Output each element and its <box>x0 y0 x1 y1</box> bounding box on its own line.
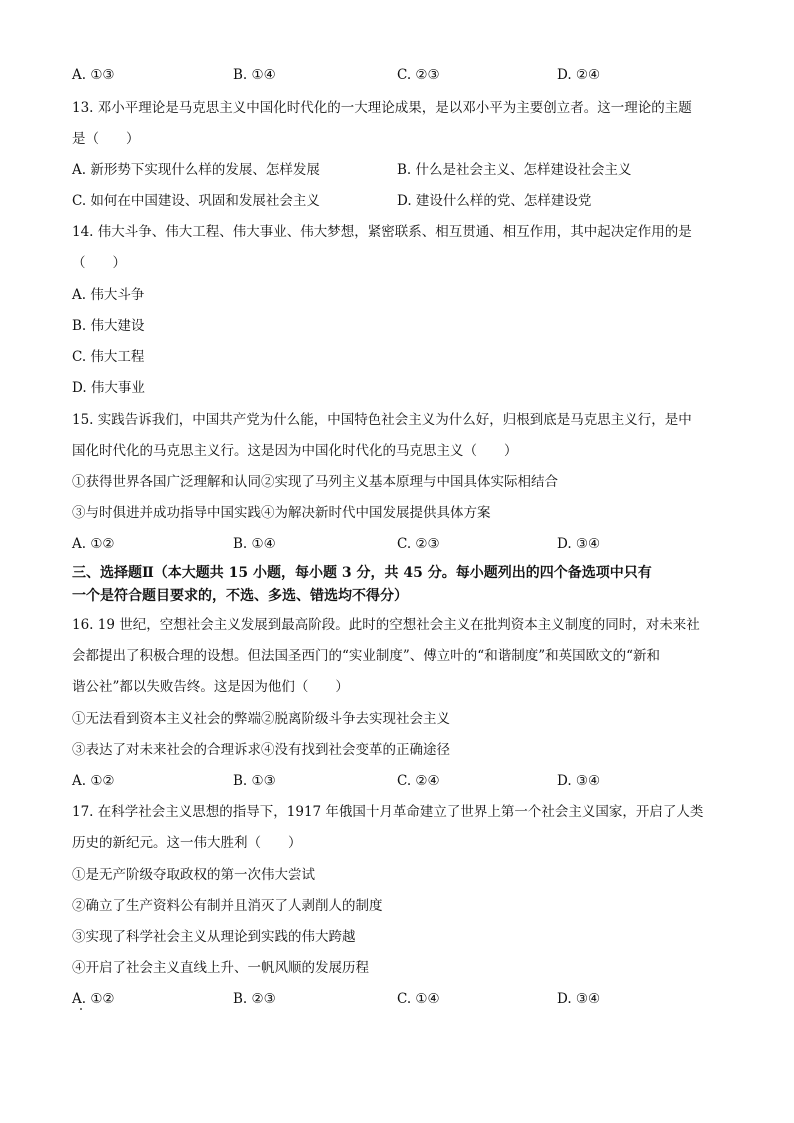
q14-stem-line-2: （ ） <box>72 255 126 271</box>
q17-option-d[interactable]: D. ③④ <box>557 991 601 1007</box>
q16-stem-line-3: 谐公社”都以失败告终。这是因为他们（ ） <box>72 679 349 695</box>
q14-option-b[interactable]: B. 伟大建设 <box>72 318 145 334</box>
q16-stem-line-1: 16. 19 世纪，空想社会主义发展到最高阶段。此时的空想社会主义在批判资本主义制度的同时，对未来社 <box>72 617 700 633</box>
q12-option-c[interactable]: C. ②③ <box>397 67 440 83</box>
q13-option-b[interactable]: B. 什么是社会主义、怎样建设社会主义 <box>397 162 632 178</box>
section-3-heading-line-2: 一个是符合题目要求的，不选、多选、错选均不得分） <box>72 588 408 604</box>
q17-option-b[interactable]: B. ②③ <box>233 991 276 1007</box>
q17-item-4: ④开启了社会主义直线上升、一帆风顺的发展历程 <box>72 960 369 976</box>
q17-option-a[interactable]: A. ①② <box>72 991 115 1007</box>
q13-stem-line-2: 是（ ） <box>72 131 140 147</box>
q15-item-line-1: ①获得世界各国广泛理解和认同②实现了马列主义基本原理与中国具体实际相结合 <box>72 474 558 490</box>
q16-item-line-1: ①无法看到资本主义社会的弊端②脱离阶级斗争去实现社会主义 <box>72 711 450 727</box>
q16-stem-line-2: 会都提出了积极合理的设想。但法国圣西门的“实业制度”、傅立叶的“和谐制度”和英国欧文的“新和 <box>72 648 661 664</box>
q14-option-c[interactable]: C. 伟大工程 <box>72 349 145 365</box>
q16-item-line-2: ③表达了对未来社会的合理诉求④没有找到社会变革的正确途径 <box>72 742 450 758</box>
q15-option-b[interactable]: B. ①④ <box>233 536 276 552</box>
q17-stem-line-2: 历史的新纪元。这一伟大胜利（ ） <box>72 835 302 851</box>
stray-dot-mark <box>80 1008 82 1010</box>
q13-option-c[interactable]: C. 如何在中国建设、巩固和发展社会主义 <box>72 193 320 209</box>
q17-item-1: ①是无产阶级夺取政权的第一次伟大尝试 <box>72 867 315 883</box>
q17-option-c[interactable]: C. ①④ <box>397 991 440 1007</box>
q12-option-a[interactable]: A. ①③ <box>72 67 115 83</box>
q15-option-c[interactable]: C. ②③ <box>397 536 440 552</box>
q13-stem-line-1: 13. 邓小平理论是马克思主义中国化时代化的一大理论成果，是以邓小平为主要创立者。这一理论的主题 <box>72 100 692 116</box>
q16-option-b[interactable]: B. ①③ <box>233 773 276 789</box>
q15-item-line-2: ③与时俱进并成功指导中国实践④为解决新时代中国发展提供具体方案 <box>72 505 491 521</box>
q15-stem-line-2: 国化时代化的马克思主义行。这是因为中国化时代化的马克思主义（ ） <box>72 443 518 459</box>
q13-option-d[interactable]: D. 建设什么样的党、怎样建设党 <box>397 193 592 209</box>
q14-option-a[interactable]: A. 伟大斗争 <box>72 287 145 303</box>
q14-option-d[interactable]: D. 伟大事业 <box>72 380 145 396</box>
q12-option-d[interactable]: D. ②④ <box>557 67 601 83</box>
section-3-heading-line-1: 三、选择题Ⅱ（本大题共 15 小题，每小题 3 分，共 45 分。每小题列出的四个备选项中只有 <box>72 565 652 581</box>
q14-stem-line-1: 14. 伟大斗争、伟大工程、伟大事业、伟大梦想，紧密联系、相互贯通、相互作用，其中起决定作用的是 <box>72 224 692 240</box>
q16-option-a[interactable]: A. ①② <box>72 773 115 789</box>
q16-option-c[interactable]: C. ②④ <box>397 773 440 789</box>
q13-option-a[interactable]: A. 新形势下实现什么样的发展、怎样发展 <box>72 162 320 178</box>
q17-stem-line-1: 17. 在科学社会主义思想的指导下，1917 年俄国十月革命建立了世界上第一个社会主义国家，开启了人类 <box>72 804 704 820</box>
q15-option-d[interactable]: D. ③④ <box>557 536 601 552</box>
q16-option-d[interactable]: D. ③④ <box>557 773 601 789</box>
q17-item-2: ②确立了生产资料公有制并且消灭了人剥削人的制度 <box>72 898 383 914</box>
q12-option-b[interactable]: B. ①④ <box>233 67 276 83</box>
q17-item-3: ③实现了科学社会主义从理论到实践的伟大跨越 <box>72 929 356 945</box>
q15-option-a[interactable]: A. ①② <box>72 536 115 552</box>
q15-stem-line-1: 15. 实践告诉我们，中国共产党为什么能，中国特色社会主义为什么好，归根到底是马克思主义行，是中 <box>72 412 692 428</box>
